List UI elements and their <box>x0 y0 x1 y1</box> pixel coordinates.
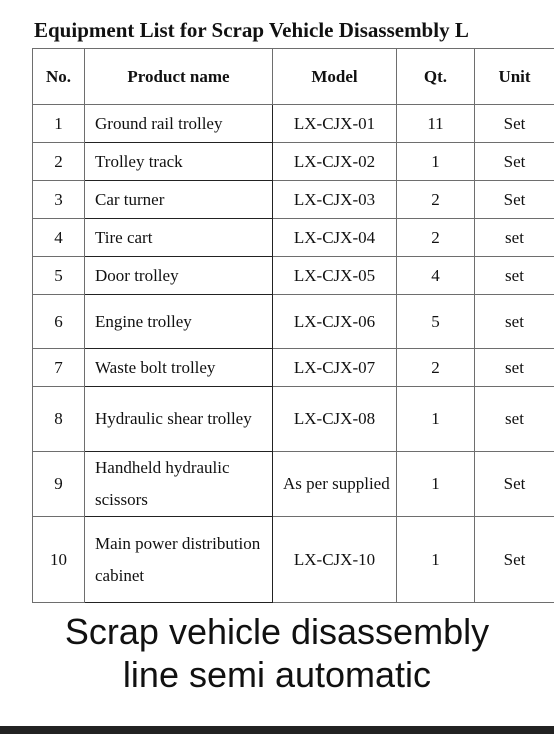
cell-qt: 4 <box>397 257 475 295</box>
cell-model: As per supplied <box>273 452 397 517</box>
cell-product-name: Handheld hydraulic scissors <box>85 452 273 517</box>
cell-product-name: Main power distribution cabinet <box>85 517 273 603</box>
cell-qt: 1 <box>397 517 475 603</box>
cell-qt: 2 <box>397 181 475 219</box>
column-header-qt: Qt. <box>397 49 475 105</box>
cell-model: LX-CJX-01 <box>273 105 397 143</box>
table-row <box>33 105 554 143</box>
cell-qt: 11 <box>397 105 475 143</box>
cell-product-name: Car turner <box>85 181 273 219</box>
cell-product-name: Tire cart <box>85 219 273 257</box>
document-title: Equipment List for Scrap Vehicle Disassembly L <box>34 18 469 42</box>
table-row <box>33 452 554 517</box>
cell-no: 5 <box>33 257 85 295</box>
cell-qt: 1 <box>397 452 475 517</box>
caption-line-2: line semi automatic <box>122 654 432 695</box>
cell-model: LX-CJX-05 <box>273 257 397 295</box>
cell-model: LX-CJX-06 <box>273 295 397 349</box>
table-row <box>33 181 554 219</box>
cell-no: 3 <box>33 181 85 219</box>
cell-unit: set <box>475 295 554 349</box>
column-header-product-name: Product name <box>85 49 273 105</box>
table-row <box>33 387 554 452</box>
table-row <box>33 143 554 181</box>
image-caption <box>0 610 554 696</box>
equipment-table <box>32 48 554 603</box>
table-row <box>33 219 554 257</box>
cell-no: 10 <box>33 517 85 603</box>
cell-qt: 1 <box>397 387 475 452</box>
cell-unit: set <box>475 257 554 295</box>
table-row <box>33 295 554 349</box>
cell-product-name: Waste bolt trolley <box>85 349 273 387</box>
cell-no: 6 <box>33 295 85 349</box>
cell-qt: 2 <box>397 349 475 387</box>
cell-qt: 2 <box>397 219 475 257</box>
table-row <box>33 349 554 387</box>
cell-unit: set <box>475 349 554 387</box>
cell-model: LX-CJX-10 <box>273 517 397 603</box>
column-header-model: Model <box>273 49 397 105</box>
cell-unit: Set <box>475 143 554 181</box>
cell-product-name: Ground rail trolley <box>85 105 273 143</box>
cell-unit: Set <box>475 181 554 219</box>
cell-no: 7 <box>33 349 85 387</box>
cell-product-name: Hydraulic shear trolley <box>85 387 273 452</box>
cell-no: 2 <box>33 143 85 181</box>
cell-product-name: Door trolley <box>85 257 273 295</box>
cell-no: 4 <box>33 219 85 257</box>
cell-no: 9 <box>33 452 85 517</box>
table-header-row <box>33 49 554 105</box>
cell-model: LX-CJX-03 <box>273 181 397 219</box>
cell-product-name: Engine trolley <box>85 295 273 349</box>
column-header-unit: Unit <box>475 49 554 105</box>
cell-qt: 1 <box>397 143 475 181</box>
cell-no: 1 <box>33 105 85 143</box>
cell-no: 8 <box>33 387 85 452</box>
cell-model: LX-CJX-07 <box>273 349 397 387</box>
cell-qt: 5 <box>397 295 475 349</box>
cell-unit: Set <box>475 517 554 603</box>
column-header-no: No. <box>33 49 85 105</box>
cell-model: LX-CJX-08 <box>273 387 397 452</box>
cell-unit: set <box>475 219 554 257</box>
table-row <box>33 257 554 295</box>
cell-unit: Set <box>475 105 554 143</box>
bottom-border-bar <box>0 726 554 734</box>
cell-unit: set <box>475 387 554 452</box>
cell-product-name: Trolley track <box>85 143 273 181</box>
cell-model: LX-CJX-04 <box>273 219 397 257</box>
caption-line-1: Scrap vehicle disassembly <box>64 611 490 652</box>
cell-unit: Set <box>475 452 554 517</box>
table-row <box>33 517 554 603</box>
cell-model: LX-CJX-02 <box>273 143 397 181</box>
